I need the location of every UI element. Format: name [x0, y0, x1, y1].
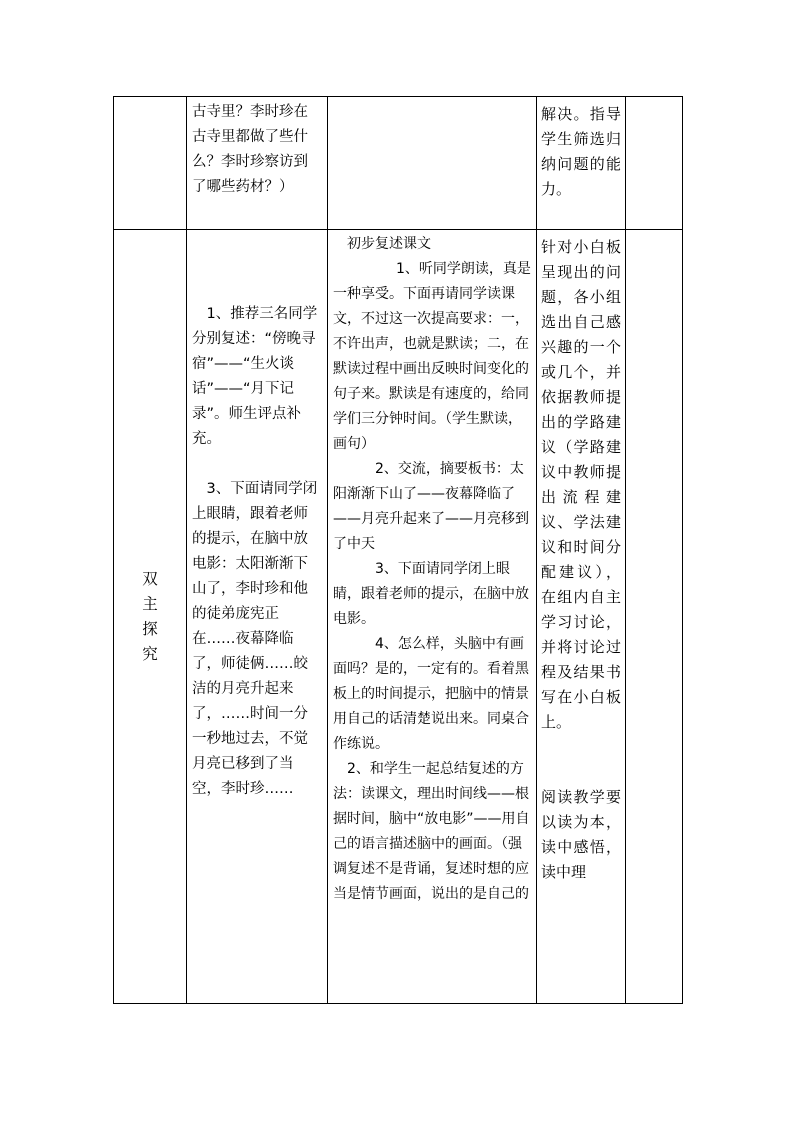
table-row — [114, 230, 683, 1004]
lesson-plan-table — [113, 96, 683, 1004]
section-heading: 初步复述课文 — [347, 236, 431, 252]
table-row — [114, 97, 683, 230]
step-3-text: 3、下面请同学闭上眼睛，跟着老师的提示，在脑中放电影。 — [333, 561, 529, 627]
stage-cell-empty — [114, 97, 187, 230]
teacher-item-1: 1、推荐三名同学分别复述：“傍晚寻宿”——“生火谈话”——“月下记录”。师生评点补充。 — [192, 306, 318, 447]
design-intent-cell — [537, 230, 626, 1004]
design-intent-text: 解决。指导学生筛选归纳问题的能力。 — [541, 105, 621, 198]
design-intent-p2: 阅读教学要以读为本，读中感悟，读中理 — [541, 788, 621, 881]
teacher-activity-cell — [187, 97, 328, 230]
notes-cell — [626, 230, 683, 1004]
summary-method-text: 2、和学生一起总结复述的方法：读课文，理出时间线——根据时间，脑中“放电影”——用自己的语言描述脑中的画面。（强调复述不是背诵，复述时想的应当是情节画面，说出的是自己的 — [333, 761, 530, 902]
student-activity-cell — [328, 97, 537, 230]
stage-cell — [114, 230, 187, 1004]
notes-cell — [626, 97, 683, 230]
student-activity-cell — [328, 230, 537, 1004]
teacher-activity-cell — [187, 230, 328, 1004]
step-4-text: 4、怎么样，头脑中有画面吗？是的，一定有的。看着黑板上的时间提示，把脑中的情景用自己的话清楚说出来。同桌合作练说。 — [333, 636, 529, 752]
design-intent-p1: 针对小白板呈现出的问题，各小组选出自己感兴趣的一个或几个，并依据教师提出的学路建议（学路建议中教师提出流程建议、学法建议和时间分配建议），在组内自主学习讨论，并将讨论过程及结果书写在小白板上。 — [541, 238, 621, 731]
stage-label: 双主探究 — [142, 569, 158, 663]
teacher-activity-text: 古寺里？李时珍在古寺里都做了些什么？李时珍察访到了哪些药材？） — [192, 104, 308, 195]
step-1-text: 1、听同学朗读，真是一种享受。下面再请同学读课文，不过这一次提高要求：一，不许出声，也就是默读；二，在默读过程中画出反映时间变化的句子来。默读是有速度的，给同学们三分钟时间。（学生默读，画句） — [333, 261, 531, 452]
teacher-item-3: 3、下面请同学闭上眼睛，跟着老师的提示，在脑中放电影：太阳渐渐下山了，李时珍和他的徒弟庞宪正在……夜幕降临了，师徒俩……皎洁的月亮升起来了，……时间一分一秒地过去，不觉月亮已移到了当空，李时珍…… — [192, 481, 318, 797]
step-2-text: 2、交流，摘要板书：太阳渐渐下山了——夜幕降临了——月亮升起来了——月亮移到了中天 — [333, 461, 529, 552]
design-intent-cell — [537, 97, 626, 230]
